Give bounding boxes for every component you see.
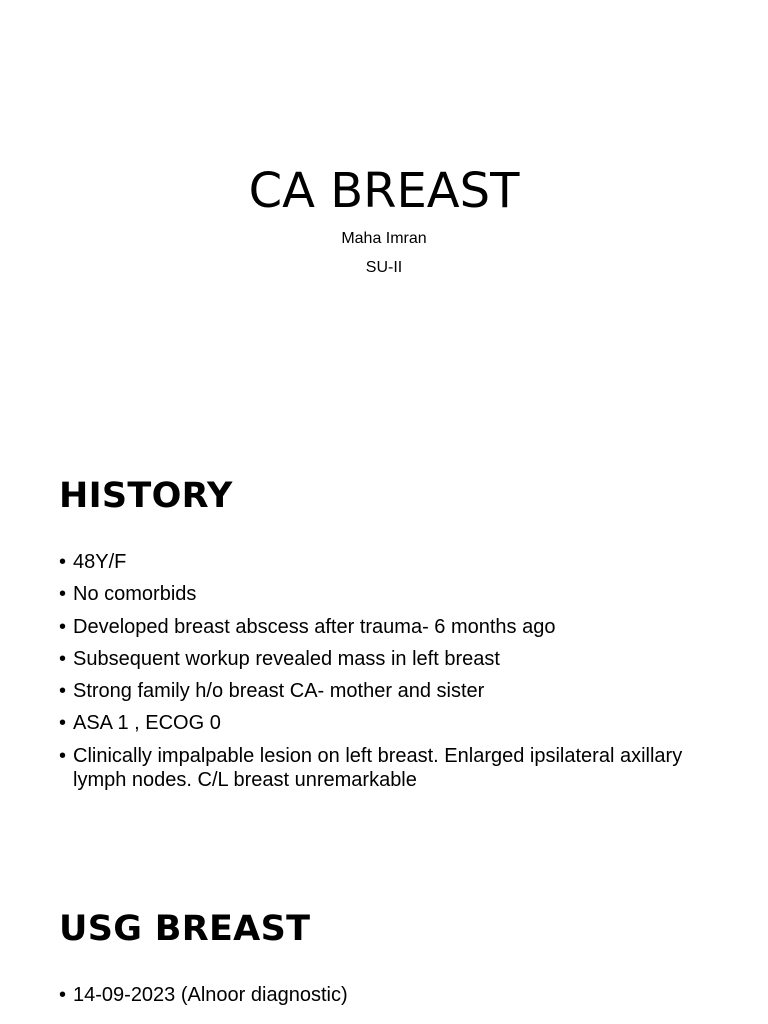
bullet-icon: • [59, 647, 67, 670]
list-item-text: Subsequent workup revealed mass in left breast [73, 647, 500, 670]
list-item [59, 983, 719, 1007]
bullet-icon: • [59, 551, 67, 573]
list-item [59, 647, 719, 671]
list-item-text: Strong family h/o breast CA- mother and sister [73, 680, 485, 703]
bullet-icon: • [59, 583, 67, 606]
list-item [59, 615, 719, 639]
list-item [59, 744, 719, 792]
list-item-text: Clinically impalpable lesion on left breast. Enlarged ipsilateral axillary lymph nodes. C/L breast unremarkable [73, 744, 683, 791]
bullet-icon: • [59, 984, 67, 1006]
list-item [59, 550, 719, 574]
list-item [59, 711, 719, 735]
history-heading: HISTORY [59, 476, 233, 516]
author-name: Maha Imran [341, 230, 427, 247]
usg-list [59, 983, 719, 1015]
list-item-text: 14-09-2023 (Alnoor diagnostic) [73, 984, 348, 1006]
list-item-text: No comorbids [73, 583, 197, 606]
list-item-text: 48Y/F [73, 551, 127, 573]
usg-heading: USG BREAST [59, 909, 311, 949]
list-item [59, 582, 719, 606]
history-list [59, 550, 719, 800]
bullet-icon: • [59, 615, 67, 638]
presentation-title: CA BREAST [248, 163, 520, 219]
list-item-text: Developed breast abscess after trauma- 6 months ago [73, 615, 556, 638]
bullet-icon: • [59, 680, 67, 703]
bullet-icon: • [59, 744, 67, 767]
list-item [59, 679, 719, 703]
department-name: SU-II [365, 259, 403, 276]
title-slide [0, 0, 768, 432]
list-item-text: ASA 1 , ECOG 0 [73, 712, 221, 735]
bullet-icon: • [59, 712, 67, 735]
